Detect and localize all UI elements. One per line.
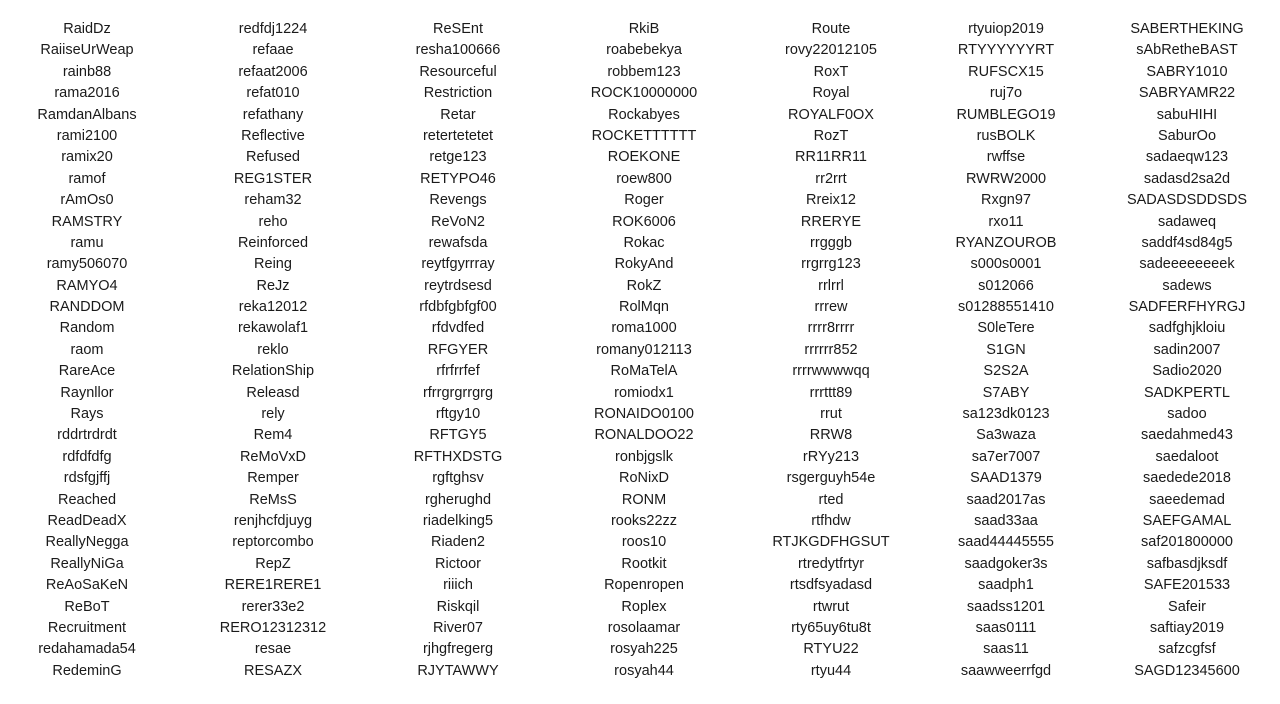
name-cell: S0leTere bbox=[977, 320, 1035, 337]
name-cell: rfdvdfed bbox=[431, 320, 485, 337]
name-cell: rgftghsv bbox=[432, 470, 484, 487]
name-cell: Rootkit bbox=[621, 555, 667, 572]
name-cell: ReJz bbox=[256, 277, 290, 294]
name-cell: Random bbox=[59, 320, 115, 337]
name-cell: SABRYAMR22 bbox=[1138, 85, 1236, 102]
name-cell: RoxT bbox=[813, 63, 849, 80]
name-cell: RolMqn bbox=[619, 299, 669, 316]
name-cell: Rays bbox=[70, 406, 104, 423]
name-cell: RepZ bbox=[255, 555, 291, 572]
name-cell: saawweerrfgd bbox=[960, 662, 1052, 679]
name-cell: roos10 bbox=[621, 534, 667, 551]
name-cell: sadews bbox=[1162, 277, 1212, 294]
name-cell: rRYy213 bbox=[802, 448, 860, 465]
name-cell: Raynllor bbox=[60, 384, 114, 401]
name-cell: RONALDOO22 bbox=[594, 427, 694, 444]
name-cell: rosyah225 bbox=[610, 641, 678, 658]
name-cell: rfdbfgbfgf00 bbox=[419, 299, 497, 316]
name-cell: romany012113 bbox=[596, 341, 692, 358]
name-cell: ramof bbox=[68, 170, 106, 187]
name-cell: rftgy10 bbox=[435, 406, 481, 423]
name-cell: sadoo bbox=[1167, 406, 1207, 423]
name-cell: retertetetet bbox=[422, 127, 494, 144]
name-cell: RYANZOUROB bbox=[955, 234, 1057, 251]
name-cell: saeedemad bbox=[1149, 491, 1225, 508]
name-cell: saadph1 bbox=[978, 577, 1034, 594]
name-cell: RERO12312312 bbox=[219, 619, 327, 636]
name-cell: ReAoSaKeN bbox=[45, 577, 129, 594]
name-cell: rsgerguyh54e bbox=[786, 470, 876, 487]
name-cell: rosolaamar bbox=[607, 619, 681, 636]
name-cell: saas11 bbox=[983, 641, 1029, 658]
name-cell: rtsdfsyadasd bbox=[789, 577, 873, 594]
name-cell: resha100666 bbox=[415, 42, 501, 59]
name-cell: rainb88 bbox=[62, 63, 112, 80]
name-cell: RRERYE bbox=[800, 213, 862, 230]
name-cell: RareAce bbox=[58, 363, 116, 380]
name-cell: sadin2007 bbox=[1153, 341, 1221, 358]
name-column bbox=[0, 19, 174, 682]
name-cell: rerer33e2 bbox=[241, 598, 305, 615]
name-cell: SAEFGAMAL bbox=[1142, 512, 1232, 529]
name-cell: renjhcfdjuyg bbox=[233, 512, 313, 529]
name-cell: rjhgfregerg bbox=[422, 641, 494, 658]
name-cell: rrgrrg123 bbox=[801, 256, 861, 273]
name-cell: rtredytfrtyr bbox=[797, 555, 865, 572]
name-cell: s012066 bbox=[978, 277, 1034, 294]
name-cell: rtyu44 bbox=[810, 662, 852, 679]
name-cell: rrrrrr852 bbox=[804, 341, 858, 358]
name-cell: Reached bbox=[57, 491, 117, 508]
name-cell: sadaweq bbox=[1157, 213, 1217, 230]
name-cell: Riaden2 bbox=[430, 534, 485, 551]
name-cell: reytrdsesd bbox=[424, 277, 492, 294]
name-cell: reka12012 bbox=[238, 299, 308, 316]
name-cell: rewafsda bbox=[428, 234, 488, 251]
name-cell: S7ABY bbox=[982, 384, 1030, 401]
name-cell: rrgggb bbox=[810, 234, 852, 251]
name-cell: riadelking5 bbox=[422, 512, 494, 529]
name-cell: ruj7o bbox=[989, 85, 1023, 102]
name-column bbox=[744, 19, 918, 682]
name-cell: Rictoor bbox=[435, 555, 481, 572]
name-cell: saad2017as bbox=[966, 491, 1046, 508]
name-cell: romiodx1 bbox=[614, 384, 674, 401]
name-cell: ramy506070 bbox=[46, 256, 128, 273]
name-cell: rrrttt89 bbox=[809, 384, 853, 401]
name-cell: RaidDz bbox=[63, 21, 111, 37]
name-cell: RESAZX bbox=[243, 662, 302, 679]
name-cell: reho bbox=[258, 213, 288, 230]
name-cell: redfdj1224 bbox=[238, 21, 308, 37]
name-cell: rovy22012105 bbox=[785, 42, 877, 59]
name-cell: rfrfrrfef bbox=[436, 363, 480, 380]
name-cell: rddrtrdrdt bbox=[57, 427, 117, 444]
name-cell: RFTGY5 bbox=[429, 427, 487, 444]
name-cell: redahamada54 bbox=[38, 641, 136, 658]
name-cell: Roplex bbox=[621, 598, 667, 615]
name-cell: rgherughd bbox=[424, 491, 492, 508]
name-cell: sadasd2sa2d bbox=[1143, 170, 1231, 187]
name-cell: rely bbox=[261, 406, 285, 423]
name-cell: rrrr8rrrr bbox=[807, 320, 855, 337]
name-cell: Remper bbox=[247, 470, 299, 487]
name-cell: rekawolaf1 bbox=[237, 320, 309, 337]
name-cell: RETYPO46 bbox=[420, 170, 496, 187]
name-cell: Rreix12 bbox=[806, 192, 856, 209]
name-cell: Ropenropen bbox=[604, 577, 684, 594]
name-cell: rAmOs0 bbox=[60, 192, 114, 209]
name-cell: reklo bbox=[257, 341, 289, 358]
name-cell: rtyuiop2019 bbox=[968, 21, 1044, 37]
name-cell: ReallyNegga bbox=[45, 534, 129, 551]
name-cell: sa7er7007 bbox=[971, 448, 1041, 465]
name-cell: Resourceful bbox=[419, 63, 497, 80]
name-cell: safbasdjksdf bbox=[1146, 555, 1228, 572]
name-cell: Recruitment bbox=[47, 619, 127, 636]
name-cell: S2S2A bbox=[983, 363, 1029, 380]
name-cell: RONM bbox=[621, 491, 667, 508]
name-cell: SABERTHEKING bbox=[1130, 21, 1244, 37]
name-cell: ROYALF0OX bbox=[788, 106, 874, 123]
name-cell: rosyah44 bbox=[614, 662, 674, 679]
name-cell: rfrrgrgrrgrg bbox=[422, 384, 494, 401]
name-cell: sAbRetheBAST bbox=[1136, 42, 1238, 59]
name-cell: rty65uy6tu8t bbox=[791, 619, 871, 636]
name-cell: RFTHXDSTG bbox=[413, 448, 503, 465]
name-cell: roma1000 bbox=[611, 320, 677, 337]
name-cell: RTYU22 bbox=[803, 641, 859, 658]
name-cell: RTYYYYYYRT bbox=[957, 42, 1055, 59]
name-cell: robbem123 bbox=[607, 63, 681, 80]
name-cell: SADFERFHYRGJ bbox=[1128, 299, 1246, 316]
name-cell: Releasd bbox=[246, 384, 300, 401]
name-cell: resae bbox=[254, 641, 292, 658]
name-cell: Reinforced bbox=[237, 234, 309, 251]
name-column bbox=[372, 19, 544, 682]
name-cell: RelationShip bbox=[231, 363, 315, 380]
name-cell: RWRW2000 bbox=[965, 170, 1047, 187]
name-column bbox=[918, 19, 1094, 682]
name-cell: RRW8 bbox=[809, 427, 853, 444]
name-cell: ROK6006 bbox=[612, 213, 676, 230]
name-cell: sa123dk0123 bbox=[962, 406, 1050, 423]
name-cell: Riskqil bbox=[436, 598, 480, 615]
name-cell: s000s0001 bbox=[970, 256, 1042, 273]
name-cell: ramu bbox=[70, 234, 104, 251]
name-cell: rwffse bbox=[986, 149, 1026, 166]
name-cell: refaae bbox=[252, 42, 294, 59]
name-cell: sadaeqw123 bbox=[1145, 149, 1229, 166]
name-cell: SAGD12345600 bbox=[1134, 662, 1240, 679]
name-cell: saadgoker3s bbox=[964, 555, 1048, 572]
name-cell: RANDDOM bbox=[49, 299, 125, 316]
name-cell: saftiay2019 bbox=[1149, 619, 1225, 636]
name-cell: Retar bbox=[440, 106, 476, 123]
name-cell: Sa3waza bbox=[976, 427, 1036, 444]
name-cell: ReMoVxD bbox=[239, 448, 307, 465]
name-cell: rrrrwwwwqq bbox=[792, 363, 870, 380]
name-cell: rxo11 bbox=[988, 213, 1024, 230]
name-cell: RedeminG bbox=[52, 662, 122, 679]
name-cell: RTJKGDFHGSUT bbox=[772, 534, 890, 551]
name-cell: refat010 bbox=[246, 85, 300, 102]
name-cell: refathany bbox=[242, 106, 304, 123]
name-cell: raom bbox=[70, 341, 104, 358]
name-cell: RamdanAlbans bbox=[37, 106, 137, 123]
name-cell: Safeir bbox=[1168, 598, 1206, 615]
name-cell: RAMSTRY bbox=[51, 213, 123, 230]
name-cell: Royal bbox=[812, 85, 850, 102]
name-cell: rrut bbox=[820, 406, 842, 423]
name-cell: ReMsS bbox=[249, 491, 297, 508]
name-cell: reytfgyrrray bbox=[421, 256, 495, 273]
name-cell: Refused bbox=[245, 149, 300, 166]
name-cell: rr2rrt bbox=[815, 170, 847, 187]
name-cell: saf201800000 bbox=[1141, 534, 1233, 551]
name-cell: RJYTAWWY bbox=[417, 662, 499, 679]
name-cell: saddf4sd84g5 bbox=[1141, 234, 1233, 251]
name-cell: SAAD1379 bbox=[970, 470, 1042, 487]
name-cell: rrlrrl bbox=[818, 277, 844, 294]
name-cell: sadeeeeeeeek bbox=[1139, 256, 1235, 273]
name-cell: Roger bbox=[624, 192, 664, 209]
name-cell: Rem4 bbox=[253, 427, 293, 444]
name-cell: ramix20 bbox=[61, 149, 113, 166]
name-cell: RokZ bbox=[626, 277, 662, 294]
name-cell: rdsfgjffj bbox=[63, 470, 111, 487]
name-cell: ReallyNiGa bbox=[50, 555, 124, 572]
name-cell: RUMBLEGO19 bbox=[956, 106, 1056, 123]
name-cell: Rxgn97 bbox=[981, 192, 1031, 209]
username-grid bbox=[0, 19, 1280, 682]
name-cell: rusBOLK bbox=[976, 127, 1036, 144]
name-cell: RozT bbox=[813, 127, 849, 144]
name-cell: RkiB bbox=[628, 21, 660, 37]
name-cell: RokyAnd bbox=[614, 256, 674, 273]
name-cell: SADKPERTL bbox=[1144, 384, 1230, 401]
name-cell: Sadio2020 bbox=[1152, 363, 1222, 380]
name-cell: Revengs bbox=[429, 192, 487, 209]
name-cell: saedaloot bbox=[1155, 448, 1219, 465]
name-cell: REG1STER bbox=[233, 170, 313, 187]
name-cell: ROEKONE bbox=[607, 149, 681, 166]
name-cell: retge123 bbox=[429, 149, 487, 166]
name-cell: saedahmed43 bbox=[1141, 427, 1233, 444]
name-cell: ronbjgslk bbox=[614, 448, 674, 465]
name-cell: RFGYER bbox=[427, 341, 489, 358]
name-cell: saad33aa bbox=[974, 512, 1038, 529]
name-cell: RaiiseUrWeap bbox=[40, 42, 134, 59]
name-cell: roabebekya bbox=[606, 42, 682, 59]
name-cell: ReBoT bbox=[64, 598, 110, 615]
name-cell: rrrew bbox=[814, 299, 848, 316]
name-cell: SADASDSDDSDS bbox=[1126, 192, 1248, 209]
name-cell: RoMaTelA bbox=[610, 363, 678, 380]
name-cell: reham32 bbox=[244, 192, 302, 209]
name-cell: RONAIDO0100 bbox=[594, 406, 694, 423]
name-cell: Restriction bbox=[423, 85, 493, 102]
name-cell: safzcgfsf bbox=[1158, 641, 1216, 658]
name-cell: RAMYO4 bbox=[56, 277, 118, 294]
name-cell: Reing bbox=[254, 256, 292, 273]
name-cell: SAFE201533 bbox=[1143, 577, 1231, 594]
name-cell: saas0111 bbox=[975, 619, 1037, 636]
name-cell: rtfhdw bbox=[811, 512, 851, 529]
name-cell: S1GN bbox=[986, 341, 1026, 358]
name-cell: RERE1RERE1 bbox=[224, 577, 322, 594]
name-cell: RR11RR11 bbox=[795, 149, 867, 166]
name-cell: saad44445555 bbox=[958, 534, 1054, 551]
name-cell: saedede2018 bbox=[1143, 470, 1231, 487]
name-cell: roew800 bbox=[616, 170, 672, 187]
name-cell: RUFSCX15 bbox=[968, 63, 1044, 80]
name-cell: RoNixD bbox=[619, 470, 669, 487]
name-column bbox=[1094, 19, 1280, 682]
name-cell: rama2016 bbox=[54, 85, 120, 102]
name-cell: riiich bbox=[443, 577, 473, 594]
name-cell: refaat2006 bbox=[238, 63, 308, 80]
name-cell: sadfghjkloiu bbox=[1148, 320, 1226, 337]
name-column bbox=[544, 19, 744, 682]
name-cell: rdfdfdfg bbox=[62, 448, 112, 465]
name-cell: Rokac bbox=[623, 234, 665, 251]
name-cell: Route bbox=[811, 21, 851, 37]
name-cell: saadss1201 bbox=[966, 598, 1046, 615]
name-cell: SABRY1010 bbox=[1146, 63, 1228, 80]
name-cell: rami2100 bbox=[56, 127, 118, 144]
name-cell: s01288551410 bbox=[958, 299, 1054, 316]
name-cell: ROCKETTTTTT bbox=[591, 127, 697, 144]
name-cell: rooks22zz bbox=[610, 512, 678, 529]
name-cell: Rockabyes bbox=[608, 106, 680, 123]
name-cell: rtwrut bbox=[812, 598, 850, 615]
name-cell: sabuHIHI bbox=[1156, 106, 1218, 123]
name-cell: ROCK10000000 bbox=[590, 85, 698, 102]
name-cell: Reflective bbox=[241, 127, 305, 144]
name-cell: ReSEnt bbox=[433, 21, 483, 37]
name-cell: ReVoN2 bbox=[430, 213, 485, 230]
name-cell: SaburOo bbox=[1157, 127, 1217, 144]
name-cell: reptorcombo bbox=[232, 534, 314, 551]
name-cell: River07 bbox=[433, 619, 483, 636]
name-column bbox=[174, 19, 372, 682]
name-cell: ReadDeadX bbox=[47, 512, 127, 529]
name-cell: rted bbox=[818, 491, 844, 508]
